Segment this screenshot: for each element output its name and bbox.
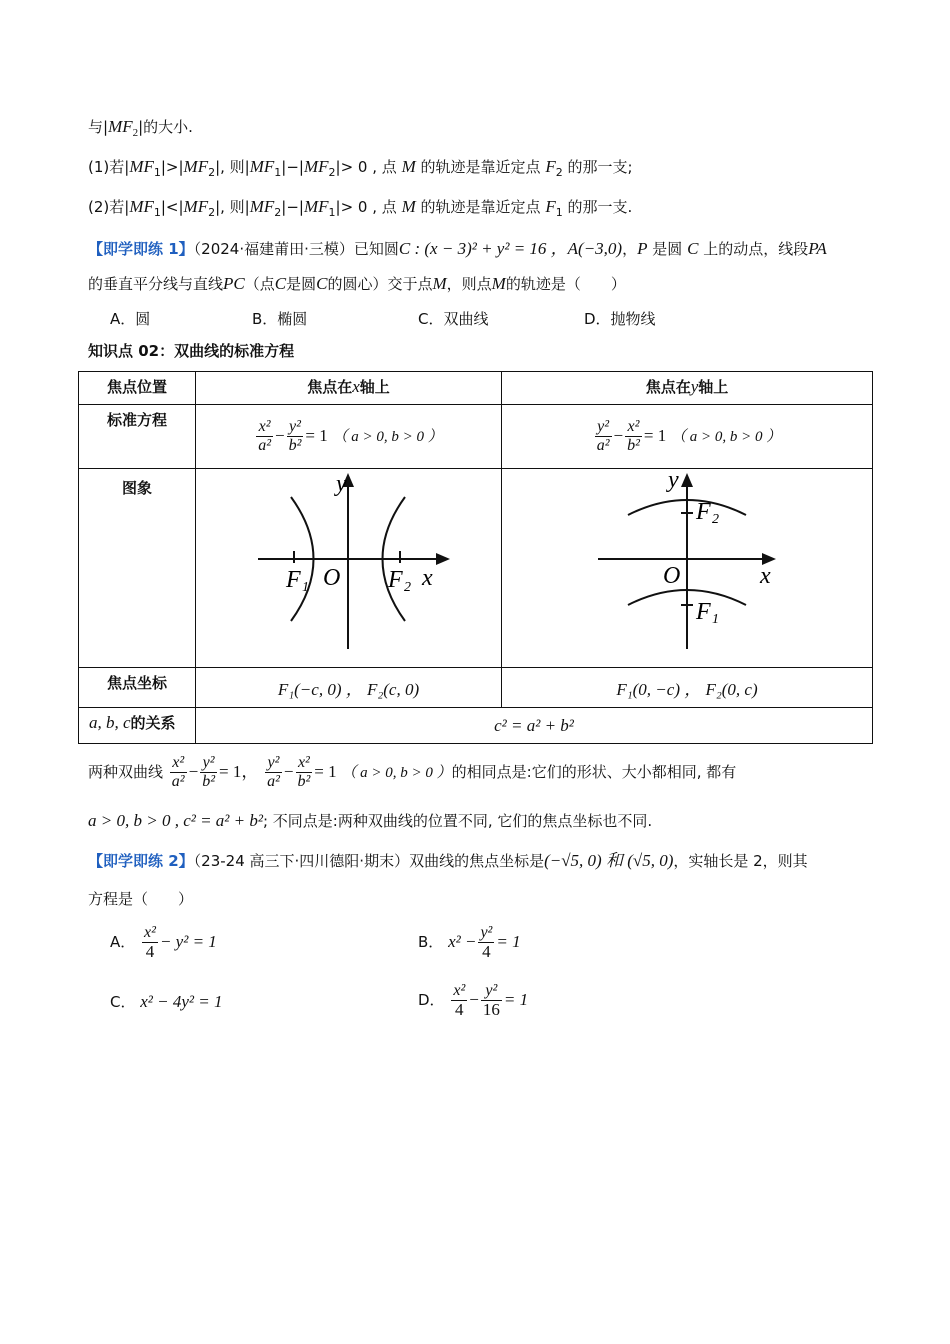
practice1-option-d: D．抛物线 (584, 310, 656, 328)
text: |<| (160, 198, 184, 216)
text: D． (418, 991, 445, 1009)
hyperbola-y-graph (502, 469, 872, 663)
text: 的那一支. (567, 198, 633, 216)
text: 的关系 (130, 714, 176, 732)
practice2-line1 (88, 850, 808, 872)
math: a, b, c (89, 713, 131, 732)
y-axis-label: y (668, 469, 679, 493)
text: 与| (88, 118, 109, 136)
graph-y-axis-hyperbola (502, 469, 873, 668)
std-eq-y: $\frac{\text{y²}}{\text{a²}}$ − $\frac{\text{x²}}{\text{b²}}$ = 1 （ a > 0, b > 0 ） (502, 405, 873, 469)
text: ，则点 (446, 275, 492, 293)
row-label-standard-equation: 标准方程 (79, 405, 196, 469)
focus-coords-y: F₁(0, −c) ， F₂(0, c) (502, 668, 873, 708)
math: a > 0, b > 0 , c² = a² + b² (88, 811, 263, 830)
practice2-option-c (110, 991, 223, 1012)
header-focus-x (196, 372, 502, 405)
text: 的垂直平分线与直线 (88, 275, 224, 293)
practice1-line1: 【即学即练 1】（2024·福建莆田·三模）已知圆C : (x − 3)² + y² = 16 ，A(−3,0)，P 是圆 C 上的动点，线段PA (88, 239, 827, 258)
condition: （ a > 0, b > 0 ） (671, 429, 782, 445)
intro-case-2: (2)若$|MF_1|<|MF_2|$, 则$|MF_2|-|MF_1|> 0$ , 点 M 的轨迹是靠近定点 $F_1$ 的那一支. (88, 197, 633, 219)
text: 的轨迹是靠近定点 (420, 198, 541, 216)
row-label-relation (79, 708, 196, 744)
practice2-option-a: A． $\frac{\text{x²}}{4}$ − y² = 1 (110, 924, 217, 961)
practice2-option-d: D． $\frac{\text{x²}}{4}$ − $\frac{\text{y²}}{16}$ = 1 (418, 982, 529, 1019)
f1-label: F (696, 599, 711, 625)
text: 轴上 (359, 378, 390, 396)
math: x² − 4y² = 1 (140, 992, 223, 1011)
practice1-option-c: C．双曲线 (418, 310, 489, 328)
text: |−| (281, 198, 304, 216)
text: 的那一支; (567, 158, 633, 176)
origin-label: O (323, 565, 341, 591)
practice1-option-b: B．椭圆 (252, 310, 308, 328)
x-axis-label: x (422, 565, 433, 591)
row-label-graph: 图象 (79, 469, 196, 668)
text: ; 不同点是:两种双曲线的位置不同, 它们的焦点坐标也不同. (262, 812, 653, 830)
condition: （ a > 0, b > 0 ） (341, 765, 452, 781)
hyperbola-x-graph (196, 469, 501, 663)
f2-label: F (696, 499, 711, 525)
text: B． (418, 933, 444, 951)
math: (−√5, 0) 和 (√5, 0) (544, 851, 674, 870)
graph-x-axis-hyperbola (196, 469, 502, 668)
relation-formula: c² = a² + b² (196, 708, 873, 744)
standard-equation-table (78, 371, 873, 744)
text: 的轨迹是靠近定点 (420, 158, 541, 176)
summary-line-1: 两种双曲线 $\frac{\text{x²}}{\text{a²}}$ − $\frac{\text{y²}}{\text{b²}}$ = 1， $\frac{\text{y²}}{\text{a²}}$ − $\frac{\text{x²}}{\text{b²}}$ = 1 （ a > 0, b > 0 ）的相同点是:它们的形状、大小都相同, 都有 (88, 754, 737, 790)
text: |的大小. (138, 118, 193, 136)
section-title: 知识点 02：双曲线的标准方程 (88, 342, 295, 360)
math: y (690, 377, 699, 396)
text: 焦点在 (307, 378, 353, 396)
text: (2)若| (88, 198, 130, 216)
text: A． (110, 933, 136, 951)
row-label-focus-coords: 焦点坐标 (79, 668, 196, 708)
practice-tag: 【即学即练 1】 (88, 240, 194, 258)
f2-subscript: 2 (404, 580, 411, 595)
text: 是圆 (652, 240, 683, 258)
text: |> 0 , 点 (335, 198, 397, 216)
text: ，实轴长是 2，则其 (673, 852, 808, 870)
text: 的圆心）交于点 (327, 275, 433, 293)
intro-line-0: 与$|MF_2|$的大小. (88, 117, 193, 139)
text: 两种双曲线 (88, 763, 164, 781)
text: 轴上 (698, 378, 729, 396)
text: |, 则| (215, 158, 250, 176)
text: C． (110, 993, 136, 1011)
text: （点 (244, 275, 275, 293)
text: 是圆 (286, 275, 317, 293)
origin-label: O (663, 563, 681, 589)
x-axis-label: x (760, 563, 771, 589)
text: |> 0 , 点 (335, 158, 397, 176)
text: |>| (160, 158, 184, 176)
text: |−| (281, 158, 304, 176)
text: |, 则| (215, 198, 250, 216)
f2-subscript: 2 (712, 512, 719, 527)
text: (1)若| (88, 158, 130, 176)
text: （23-24 高三下·四川德阳·期末）双曲线的焦点坐标是 (193, 852, 545, 870)
practice2-line2: 方程是（ ） (88, 890, 194, 908)
f1-subscript: 1 (712, 612, 719, 627)
text: 焦点在 (645, 378, 691, 396)
math: x (352, 377, 360, 396)
practice1-option-a: A．圆 (110, 310, 151, 328)
header-focus-y (502, 372, 873, 405)
condition: （ a > 0, b > 0 ） (332, 429, 443, 445)
practice1-line2: 的垂直平分线与直线PC（点C是圆C的圆心）交于点M，则点M的轨迹是（ ） (88, 274, 626, 293)
practice2-option-b: B． x² − $\frac{\text{y²}}{4}$ = 1 (418, 924, 521, 961)
text: ， (622, 240, 638, 258)
text: 的轨迹是（ ） (505, 275, 626, 293)
text: （2024·福建莆田·三模）已知圆 (193, 240, 399, 258)
y-axis-label: y (336, 471, 347, 497)
text: 的相同点是:它们的形状、大小都相同, 都有 (451, 763, 737, 781)
intro-case-1: (1)若$|MF_1|>|MF_2|$, 则$|MF_1|-|MF_2|> 0$ , 点 M 的轨迹是靠近定点 $F_2$ 的那一支; (88, 157, 633, 179)
text: 上的动点，线段 (703, 240, 809, 258)
focus-coords-x: F₁(−c, 0) ， F₂(c, 0) (196, 668, 502, 708)
practice-tag: 【即学即练 2】 (88, 852, 194, 870)
f1-label: F (286, 567, 301, 593)
math: C : (x − 3)² + y² = 16 ，A(−3,0) (398, 239, 623, 258)
f2-label: F (388, 567, 403, 593)
summary-line-2 (88, 810, 652, 832)
std-eq-x: $\frac{\text{x²}}{\text{a²}}$ − $\frac{\text{y²}}{\text{b²}}$ = 1 （ a > 0, b > 0 ） (196, 405, 502, 469)
f1-subscript: 1 (302, 580, 309, 595)
header-focus-position: 焦点位置 (79, 372, 196, 405)
